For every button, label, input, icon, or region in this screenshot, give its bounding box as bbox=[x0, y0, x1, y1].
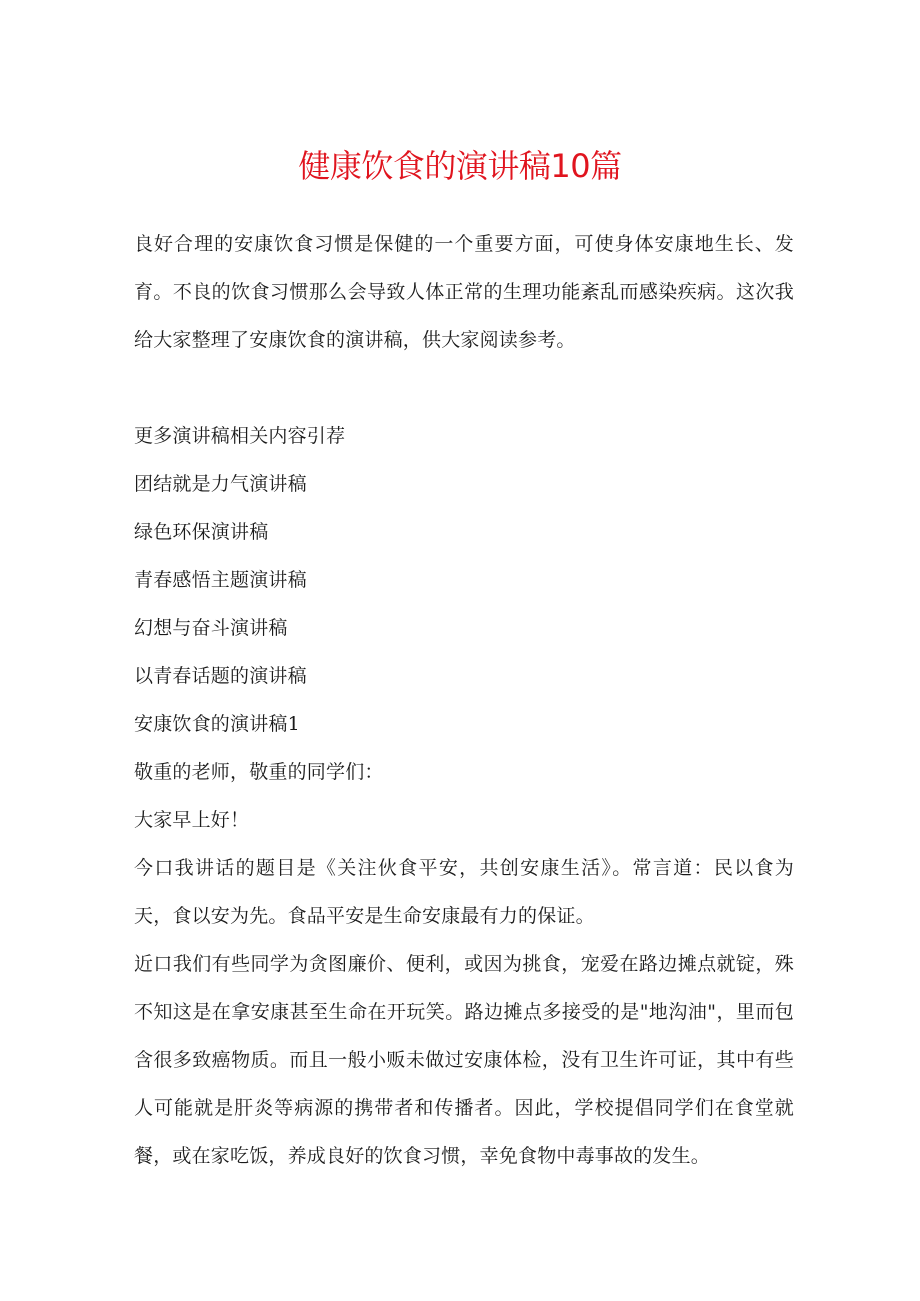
list-item: 团结就是力气演讲稿 bbox=[134, 473, 307, 495]
document-title: 健康饮食的演讲稿10篇 bbox=[298, 147, 622, 185]
list-item: 绿色环保演讲稿 bbox=[134, 521, 269, 543]
list-item: 更多演讲稿相关内容引荐 bbox=[134, 425, 346, 447]
list-item: 青春感悟主题演讲稿 bbox=[134, 569, 307, 591]
list-item: 安康饮食的演讲稿1 bbox=[134, 713, 300, 735]
food-safety-paragraph: 近口我们有些同学为贪图廉价、便利，或因为挑食，宠爱在路边摊点就锭，殊不知这是在拿安康甚至生命在开玩笑。路边摊点多接受的是"地沟油"，里而包含很多致癌物质。而且一般小贩未做过安康体检，没有卫生许可证，其中有些人可能就是肝炎等病源的携带者和传播者。因此，学校提倡同学们在食堂就餐，或在家吃饭，养成良好的饮食习惯，幸免食物中毒事故的发生。 bbox=[134, 953, 794, 1167]
list-item: 幻想与奋斗演讲稿 bbox=[134, 617, 288, 639]
morning-greeting: 大家早上好！ bbox=[134, 809, 250, 831]
topic-paragraph: 今口我讲话的题目是《关注伙食平安，共创安康生活》。常言道：民以食为天，食以安为先。食品平安是生命安康最有力的保证。 bbox=[134, 857, 794, 927]
intro-paragraph: 良好合理的安康饮食习惯是保健的一个重要方面，可使身体安康地生长、发育。不良的饮食习惯那么会导致人体正常的生理功能紊乱而感染疾病。这次我给大家整理了安康饮食的演讲稿，供大家阅读参考。 bbox=[134, 233, 794, 351]
list-item: 以青春话题的演讲稿 bbox=[134, 665, 307, 687]
related-speech-list bbox=[134, 412, 794, 748]
salutation: 敬重的老师，敬重的同学们： bbox=[134, 761, 384, 783]
